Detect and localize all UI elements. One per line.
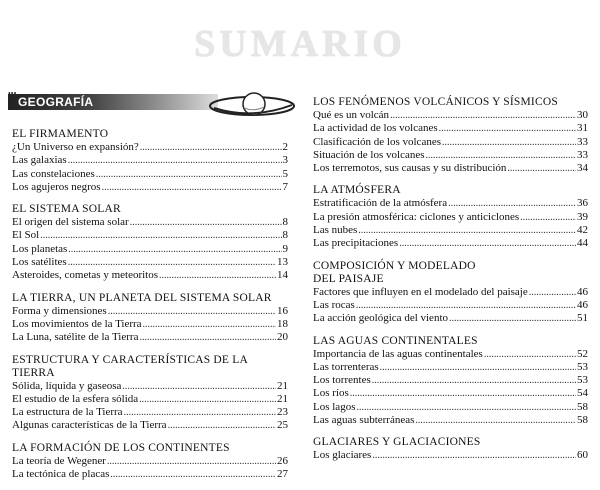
toc-entry[interactable] [12,141,288,154]
entry-label: Asteroides, cometas y meteoritos [12,269,159,282]
dot-leader [372,375,576,387]
dot-leader [143,319,276,331]
toc-section [12,203,288,282]
entry-page-number: 26 [277,454,288,467]
dot-leader [122,381,276,393]
section-title: EL FIRMAMENTO [12,128,109,140]
dot-leader [139,394,276,406]
dot-leader [358,225,576,237]
toc-entry[interactable] [12,406,288,419]
entry-page-number: 39 [577,210,588,223]
toc-entry[interactable] [313,374,588,387]
section-title: COMPOSICIÓN Y MODELADO [313,259,476,272]
entry-page-number: 36 [577,197,588,210]
section-title: LA TIERRA, UN PLANETA DEL SISTEMA SOLAR [12,291,272,304]
banner-label: GEOGRAFÍA [18,95,94,109]
toc-section [313,96,588,175]
entry-label: Las aguas subterráneas [313,414,415,427]
section-banner [8,90,298,116]
entry-label: Clasificación de los volcanes [313,135,441,148]
toc-entry[interactable] [313,299,588,312]
toc-entry[interactable] [12,181,288,194]
entry-page-number: 58 [577,400,588,413]
entry-page-number: 42 [577,224,588,237]
toc-entry[interactable] [313,387,588,400]
dot-leader [140,142,282,154]
entry-page-number: 21 [277,392,288,405]
dot-leader [529,287,576,299]
dot-leader [68,155,282,167]
entry-label: Los planetas [12,242,68,255]
entry-label: Los agujeros negros [12,180,101,193]
toc-entry[interactable] [12,455,288,468]
entry-label: La teoría de Wegener [12,454,106,467]
entry-label: Los lagos [313,400,356,413]
dot-leader [107,456,276,468]
toc-entry[interactable] [313,162,588,175]
dot-leader [110,469,276,481]
section-title: LA FORMACIÓN DE LOS CONTINENTES [12,441,230,454]
entry-page-number: 58 [577,414,588,427]
entry-label: Sólida, líquida y gaseosa [12,379,122,392]
entry-label: Las constelaciones [12,167,95,180]
toc-entry[interactable] [12,168,288,181]
dot-leader [449,313,576,325]
toc-entry[interactable] [313,211,588,224]
entry-label: Las precipitaciones [313,237,399,250]
toc-section [313,335,588,428]
entry-page-number: 20 [277,331,288,344]
toc-entry[interactable] [313,401,588,414]
toc-entry[interactable] [12,393,288,406]
entry-page-number: 3 [282,154,288,167]
entry-label: Los ríos [313,387,349,400]
entry-label: Situación de los volcanes [313,148,425,161]
section-title: LA ATMÓSFERA [313,184,401,197]
dot-leader [372,450,576,462]
toc-entry[interactable] [313,224,588,237]
entry-page-number: 52 [577,347,588,360]
dot-leader [68,244,281,256]
toc-section [313,184,588,250]
toc-entry[interactable] [313,109,588,122]
toc-entry[interactable] [313,136,588,149]
toc-entry[interactable] [12,256,288,269]
entry-label: Importancia de las aguas continentales [313,347,483,360]
entry-label: Factores que influyen en el modelado del paisaje [313,285,528,298]
dot-leader [96,169,282,181]
toc-section [313,260,588,326]
section-title: LAS AGUAS CONTINENTALES [313,334,478,347]
entry-label: La presión atmosférica: ciclones y anticiclones [313,210,520,223]
entry-label: La acción geológica del viento [313,312,448,325]
dot-leader [102,182,282,194]
entry-page-number: 13 [277,256,288,269]
entry-page-number: 30 [577,109,588,121]
entry-page-number: 51 [577,312,588,325]
toc-entry[interactable] [12,269,288,282]
entry-page-number: 14 [277,269,288,282]
dot-leader [439,123,576,135]
entry-page-number: 2 [282,141,288,153]
toc-section [12,292,288,345]
entry-label: Algunas características de la Tierra [12,419,167,432]
entry-page-number: 54 [577,387,588,400]
entry-label: Las rocas [313,298,355,311]
toc-entry[interactable] [313,122,588,135]
entry-label: La tectónica de placas [12,468,110,481]
entry-page-number: 53 [577,360,588,373]
toc-entry[interactable] [12,380,288,393]
toc-entry[interactable] [12,216,288,229]
dot-leader [484,349,576,361]
dot-leader [68,257,276,269]
toc-entry[interactable] [12,468,288,481]
page-title: SUMARIO [194,23,406,65]
dot-leader [415,415,576,427]
entry-page-number: 8 [282,229,288,242]
dot-leader [448,198,576,210]
toc-entry[interactable] [313,312,588,325]
toc-entry[interactable] [12,318,288,331]
toc-entry[interactable] [12,331,288,344]
entry-label: Los torrentes [313,374,371,387]
entry-label: Los satélites [12,256,67,269]
entry-label: Las torrenteras [313,360,379,373]
toc-entry[interactable] [313,149,588,162]
entry-page-number: 44 [577,237,588,250]
toc-entry[interactable] [313,286,588,299]
toc-section [12,128,288,194]
dot-leader [130,217,282,229]
dot-leader [108,306,276,318]
entry-label: La Luna, satélite de la Tierra [12,331,139,344]
toc-entry[interactable] [313,237,588,250]
dot-leader [399,238,576,250]
entry-page-number: 23 [277,406,288,419]
entry-label: Forma y dimensiones [12,304,107,317]
dot-leader [507,163,576,175]
dot-leader [380,362,576,374]
dot-leader [124,407,276,419]
dot-leader [40,230,281,242]
entry-page-number: 34 [577,162,588,175]
section-title: LOS FENÓMENOS VOLCÁNICOS Y SÍSMICOS [313,96,558,108]
entry-label: Las nubes [313,224,358,237]
entry-label: Estratificación de la atmósfera [313,197,448,210]
section-title: EL SISTEMA SOLAR [12,203,121,216]
toc-entry[interactable] [313,449,588,462]
entry-page-number: 25 [277,419,288,432]
dot-leader [442,137,576,149]
toc-entry[interactable] [12,154,288,167]
toc-section [12,354,288,433]
dot-leader [350,388,576,400]
dot-leader [139,332,276,344]
entry-page-number: 46 [577,285,588,298]
right-column [313,96,588,472]
entry-page-number: 16 [277,304,288,317]
toc-entry[interactable] [313,197,588,210]
dot-leader [520,212,576,224]
entry-label: ¿Un Universo en expansión? [12,141,139,153]
entry-page-number: 46 [577,298,588,311]
entry-page-number: 31 [577,122,588,135]
section-title: ESTRUCTURA Y CARACTERÍSTICAS DE LA TIERRA [12,353,248,379]
toc-entry[interactable] [12,229,288,242]
entry-label: El estudio de la esfera sólida [12,392,139,405]
entry-label: Qué es un volcán [313,109,390,121]
entry-page-number: 60 [577,449,588,462]
entry-page-number: 8 [282,216,288,229]
entry-label: Los glaciares [313,449,372,462]
entry-page-number: 21 [277,379,288,392]
entry-label: Los movimientos de la Tierra [12,317,142,330]
dot-leader [159,270,276,282]
entry-page-number: 33 [577,148,588,161]
entry-label: El Sol [12,229,40,242]
entry-page-number: 33 [577,135,588,148]
entry-page-number: 7 [282,180,288,193]
entry-label: La actividad de los volcanes [313,122,438,135]
toc-entry[interactable] [313,414,588,427]
planet-icon [200,90,296,120]
left-column [12,128,288,490]
dot-leader [356,402,576,414]
toc-entry[interactable] [12,419,288,432]
entry-page-number: 53 [577,374,588,387]
dot-leader [168,420,276,432]
toc-entry[interactable] [12,305,288,318]
toc-entry[interactable] [12,243,288,256]
entry-label: El origen del sistema solar [12,216,129,229]
entry-page-number: 18 [277,317,288,330]
section-title-line2: DEL PAISAJE [313,272,384,285]
dot-leader [426,150,576,162]
entry-label: La estructura de la Tierra [12,406,123,419]
entry-page-number: 9 [282,242,288,255]
entry-page-number: 27 [277,468,288,481]
toc-entry[interactable] [313,348,588,361]
dot-leader [390,110,576,122]
dot-leader [356,300,576,312]
toc-entry[interactable] [313,361,588,374]
toc-section [313,436,588,462]
entry-label: Las galaxias [12,154,67,167]
entry-label: Los terremotos, sus causas y su distribución [313,162,507,175]
entry-page-number: 5 [282,167,288,180]
section-title: GLACIARES Y GLACIACIONES [313,436,481,449]
